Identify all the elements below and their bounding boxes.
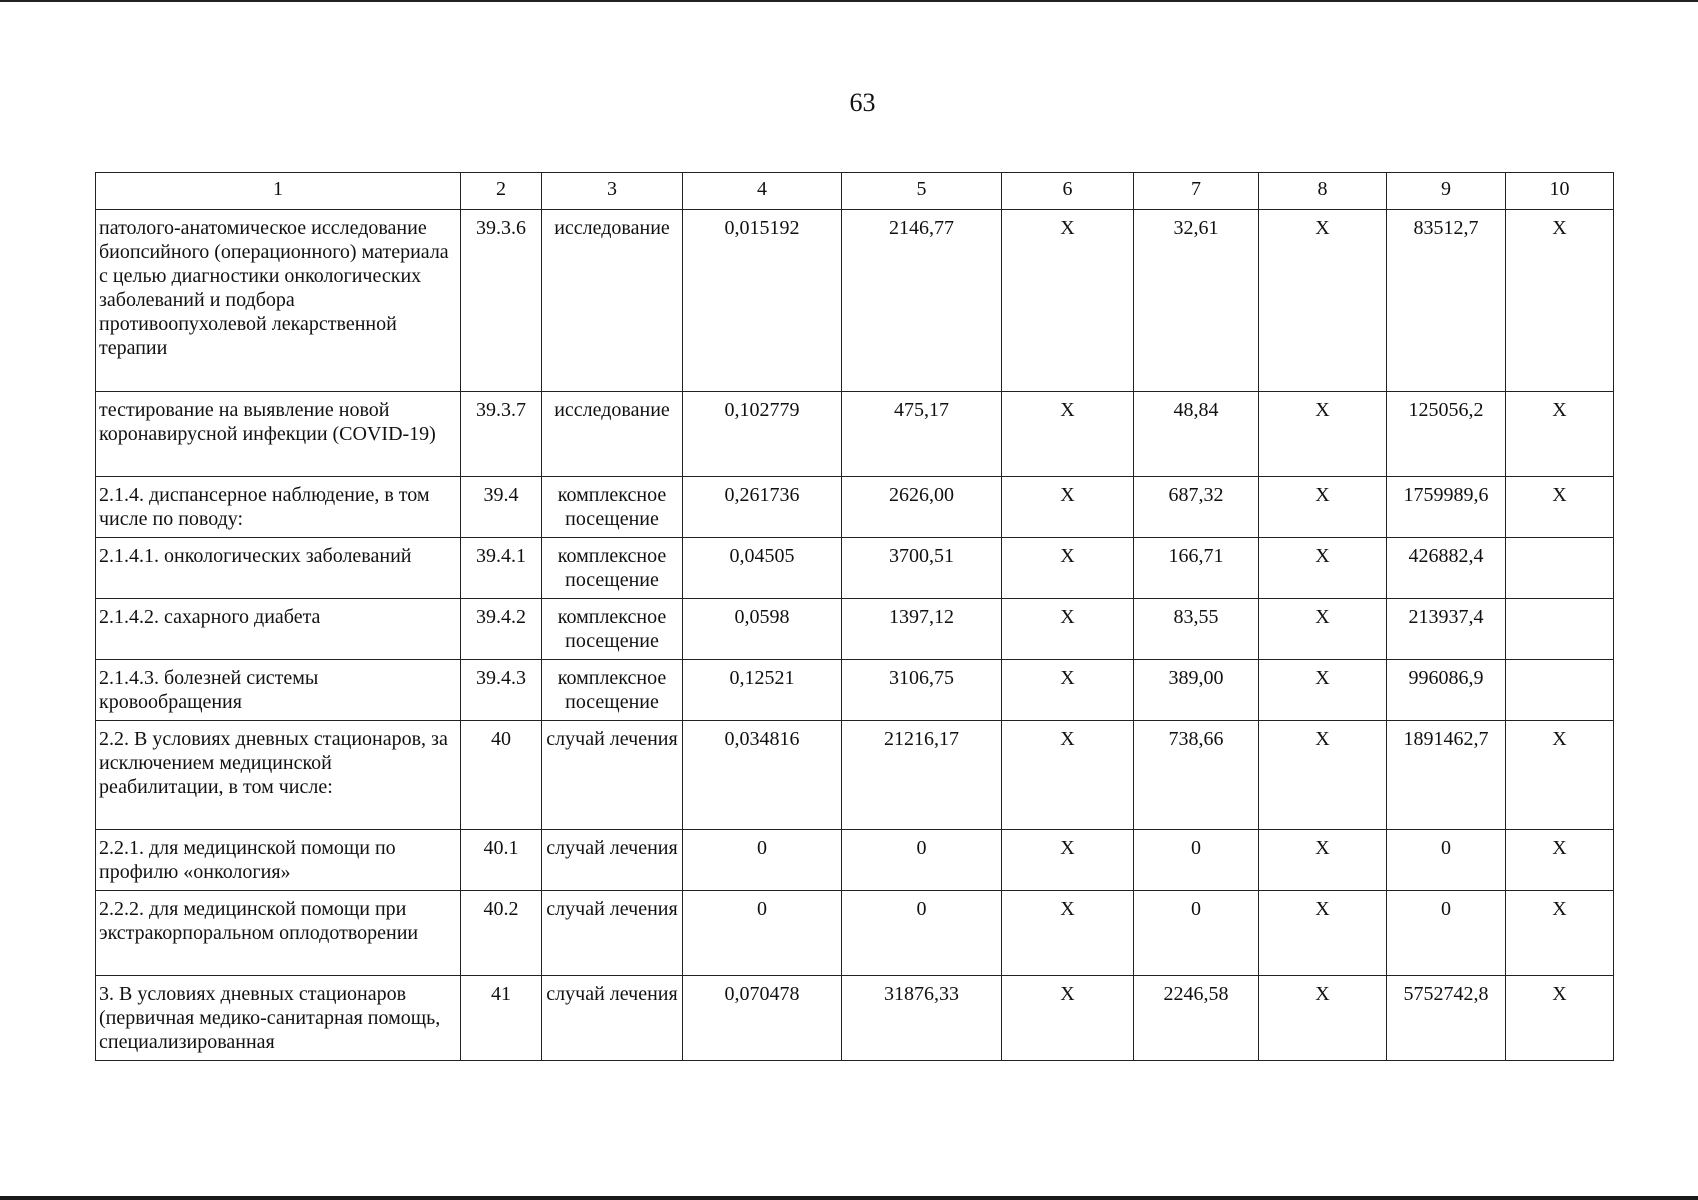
row-col9-cell: 83512,7 <box>1387 210 1506 392</box>
row-col5-cell: 3106,75 <box>842 660 1002 721</box>
row-col7-cell: 0 <box>1134 891 1259 976</box>
row-col8-cell: X <box>1259 210 1387 392</box>
row-unit-cell: комплексное посещение <box>542 477 683 538</box>
row-code-cell: 39.4 <box>461 477 542 538</box>
row-col8-cell: X <box>1259 477 1387 538</box>
table-row <box>96 891 1614 976</box>
row-col4-cell: 0 <box>683 891 842 976</box>
row-name-cell: 2.2.2. для медицинской помощи при экстракорпоральном оплодотворении <box>96 891 461 976</box>
row-code-cell: 39.4.2 <box>461 599 542 660</box>
column-header: 8 <box>1259 173 1387 210</box>
row-col10-cell: X <box>1506 392 1614 477</box>
row-col9-cell: 5752742,8 <box>1387 976 1506 1061</box>
row-name-cell: 2.1.4.2. сахарного диабета <box>96 599 461 660</box>
table-row <box>96 830 1614 891</box>
row-col7-cell: 0 <box>1134 830 1259 891</box>
row-name-cell: тестирование на выявление новой коронавирусной инфекции (COVID-19) <box>96 392 461 477</box>
row-col4-cell: 0,070478 <box>683 976 842 1061</box>
row-col10-cell: X <box>1506 976 1614 1061</box>
row-col9-cell: 125056,2 <box>1387 392 1506 477</box>
column-header: 4 <box>683 173 842 210</box>
row-col10-cell: X <box>1506 477 1614 538</box>
table-row <box>96 538 1614 599</box>
row-col5-cell: 475,17 <box>842 392 1002 477</box>
row-col5-cell: 2146,77 <box>842 210 1002 392</box>
row-col6-cell: X <box>1002 538 1134 599</box>
row-col10-cell <box>1506 660 1614 721</box>
row-col6-cell: X <box>1002 891 1134 976</box>
row-col8-cell: X <box>1259 660 1387 721</box>
header-row <box>96 173 1614 210</box>
row-name-cell: 2.1.4.3. болезней системы кровообращения <box>96 660 461 721</box>
column-header: 10 <box>1506 173 1614 210</box>
row-unit-cell: комплексное посещение <box>542 538 683 599</box>
row-col5-cell: 3700,51 <box>842 538 1002 599</box>
row-col6-cell: X <box>1002 830 1134 891</box>
row-col8-cell: X <box>1259 721 1387 830</box>
row-code-cell: 41 <box>461 976 542 1061</box>
row-col4-cell: 0,04505 <box>683 538 842 599</box>
row-col4-cell: 0,0598 <box>683 599 842 660</box>
column-header: 3 <box>542 173 683 210</box>
row-code-cell: 39.3.7 <box>461 392 542 477</box>
column-header: 2 <box>461 173 542 210</box>
row-unit-cell: исследование <box>542 210 683 392</box>
row-col5-cell: 2626,00 <box>842 477 1002 538</box>
row-col4-cell: 0,12521 <box>683 660 842 721</box>
row-col9-cell: 1891462,7 <box>1387 721 1506 830</box>
row-unit-cell: комплексное посещение <box>542 660 683 721</box>
row-col9-cell: 996086,9 <box>1387 660 1506 721</box>
row-col10-cell <box>1506 538 1614 599</box>
row-col9-cell: 1759989,6 <box>1387 477 1506 538</box>
column-header: 1 <box>96 173 461 210</box>
page-number: 63 <box>849 88 876 117</box>
row-name-cell: 3. В условиях дневных стационаров (первичная медико-санитарная помощь, специализированная <box>96 976 461 1061</box>
table-row <box>96 721 1614 830</box>
row-col7-cell: 738,66 <box>1134 721 1259 830</box>
row-unit-cell: случай лечения <box>542 891 683 976</box>
row-col4-cell: 0,261736 <box>683 477 842 538</box>
row-col6-cell: X <box>1002 660 1134 721</box>
row-col5-cell: 31876,33 <box>842 976 1002 1061</box>
row-col6-cell: X <box>1002 210 1134 392</box>
row-col7-cell: 687,32 <box>1134 477 1259 538</box>
row-col5-cell: 0 <box>842 830 1002 891</box>
row-col7-cell: 83,55 <box>1134 599 1259 660</box>
row-col8-cell: X <box>1259 599 1387 660</box>
row-col7-cell: 32,61 <box>1134 210 1259 392</box>
row-unit-cell: исследование <box>542 392 683 477</box>
table-row <box>96 660 1614 721</box>
row-col10-cell <box>1506 599 1614 660</box>
row-col10-cell: X <box>1506 210 1614 392</box>
row-col8-cell: X <box>1259 830 1387 891</box>
row-col8-cell: X <box>1259 538 1387 599</box>
row-col7-cell: 389,00 <box>1134 660 1259 721</box>
row-unit-cell: случай лечения <box>542 830 683 891</box>
row-unit-cell: случай лечения <box>542 976 683 1061</box>
row-code-cell: 39.4.1 <box>461 538 542 599</box>
table-row <box>96 210 1614 392</box>
row-col5-cell: 21216,17 <box>842 721 1002 830</box>
row-col7-cell: 2246,58 <box>1134 976 1259 1061</box>
table-row <box>96 392 1614 477</box>
row-col6-cell: X <box>1002 392 1134 477</box>
row-col10-cell: X <box>1506 721 1614 830</box>
row-col5-cell: 0 <box>842 891 1002 976</box>
table-row <box>96 477 1614 538</box>
row-col6-cell: X <box>1002 721 1134 830</box>
scan-edge-top <box>0 0 1698 2</box>
row-col9-cell: 213937,4 <box>1387 599 1506 660</box>
row-col4-cell: 0 <box>683 830 842 891</box>
table-row <box>96 599 1614 660</box>
row-name-cell: патолого-анатомическое исследование биопсийного (операционного) материала с целью диагностики онкологических заболеваний и подбора противоопухолевой лекарственной терапии <box>96 210 461 392</box>
column-header: 6 <box>1002 173 1134 210</box>
row-col6-cell: X <box>1002 599 1134 660</box>
row-col4-cell: 0,034816 <box>683 721 842 830</box>
column-header: 5 <box>842 173 1002 210</box>
row-code-cell: 40.1 <box>461 830 542 891</box>
row-col10-cell: X <box>1506 830 1614 891</box>
row-name-cell: 2.2.1. для медицинской помощи по профилю «онкология» <box>96 830 461 891</box>
row-code-cell: 40.2 <box>461 891 542 976</box>
row-col9-cell: 0 <box>1387 891 1506 976</box>
row-name-cell: 2.1.4.1. онкологических заболеваний <box>96 538 461 599</box>
row-code-cell: 40 <box>461 721 542 830</box>
row-col8-cell: X <box>1259 976 1387 1061</box>
row-col9-cell: 0 <box>1387 830 1506 891</box>
column-header: 9 <box>1387 173 1506 210</box>
row-col4-cell: 0,102779 <box>683 392 842 477</box>
column-header: 7 <box>1134 173 1259 210</box>
row-col7-cell: 166,71 <box>1134 538 1259 599</box>
data-table <box>95 172 1614 1061</box>
row-col4-cell: 0,015192 <box>683 210 842 392</box>
row-col8-cell: X <box>1259 392 1387 477</box>
row-unit-cell: комплексное посещение <box>542 599 683 660</box>
row-unit-cell: случай лечения <box>542 721 683 830</box>
row-col6-cell: X <box>1002 976 1134 1061</box>
scan-edge-bottom <box>0 1196 1698 1200</box>
row-col8-cell: X <box>1259 891 1387 976</box>
row-name-cell: 2.2. В условиях дневных стационаров, за исключением медицинской реабилитации, в том числе: <box>96 721 461 830</box>
table-row <box>96 976 1614 1061</box>
row-code-cell: 39.4.3 <box>461 660 542 721</box>
row-col7-cell: 48,84 <box>1134 392 1259 477</box>
row-name-cell: 2.1.4. диспансерное наблюдение, в том числе по поводу: <box>96 477 461 538</box>
row-code-cell: 39.3.6 <box>461 210 542 392</box>
row-col5-cell: 1397,12 <box>842 599 1002 660</box>
row-col10-cell: X <box>1506 891 1614 976</box>
row-col9-cell: 426882,4 <box>1387 538 1506 599</box>
row-col6-cell: X <box>1002 477 1134 538</box>
